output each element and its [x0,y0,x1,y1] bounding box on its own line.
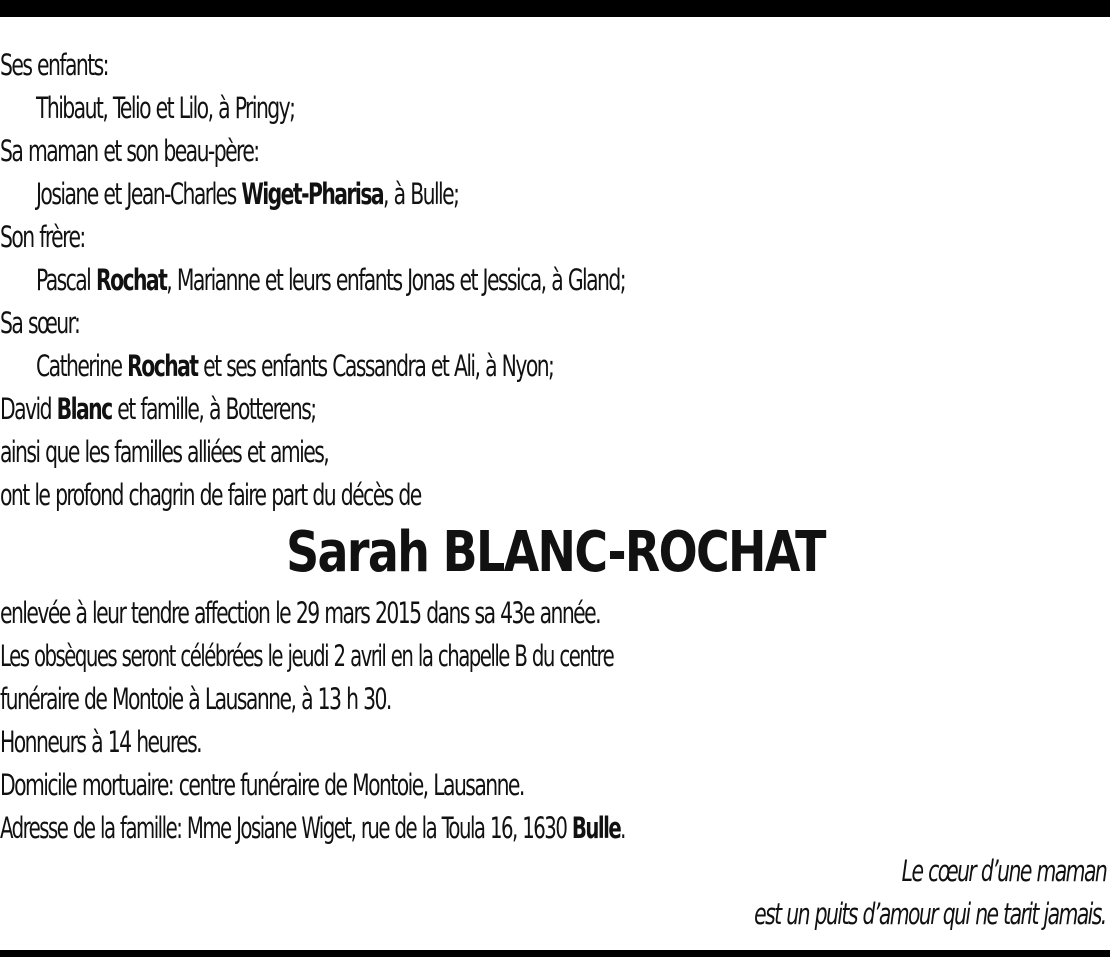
address-end: . [620,811,625,845]
details-line-3 [0,678,501,720]
david-surname: Blanc [56,392,112,426]
brother-label-text: Son frère: [0,220,85,254]
family-address [0,807,828,849]
mother-label-text: Sa maman et son beau-père: [0,134,259,168]
children-names-text: Thibaut, Telio et Lilo, à Pringy; [36,91,295,125]
quote-line-2 [655,893,1106,935]
sister-names [36,345,699,387]
brother-surname: Rochat [95,263,167,297]
david-suffix: et famille, à Botterens; [111,392,316,426]
top-rule [0,0,1110,17]
quote-line-1 [844,850,1106,892]
mother-names [36,173,578,215]
children-names [36,87,367,129]
children-label-text: Ses enfants: [0,48,108,82]
deceased-name [0,518,1110,588]
sister-suffix: et ses enfants Cassandra et Ali, à Nyon; [197,349,554,383]
quote-line-2-text: est un puits d’amour qui ne tarit jamais. [754,897,1106,931]
mother-label [0,130,332,172]
sister-label-text: Sa sœur: [0,306,80,340]
address-prefix: Adresse de la famille: Mme Josiane Wiget, rue de la Toula 16, 1630 [0,811,572,845]
mother-suffix: , à Bulle; [383,177,459,211]
address-city: Bulle [571,811,621,845]
bottom-rule [0,950,1110,957]
david-first: David [0,392,57,426]
details-line-5 [0,764,672,806]
sister-first: Catherine [36,349,128,383]
details-line-2 [0,635,812,677]
details-line-2-text: Les obsèques seront célébrées le jeudi 2 avril en la chapelle B du centre [0,639,614,673]
announcement-text: ont le profond chagrin de faire part du décès de [0,478,421,512]
mother-surname: Wiget-Pharisa [241,177,384,211]
details-line-3-text: funéraire de Montoie à Lausanne, à 13 h 30. [0,682,391,716]
quote-line-1-text: Le cœur d’une maman [901,854,1106,888]
details-line-5-text: Domicile mortuaire: centre funéraire de Montoie, Lausanne. [0,768,524,802]
sister-label [0,302,102,344]
details-line-4 [0,721,258,763]
brother-names [36,259,791,301]
children-label [0,44,138,86]
deceased-name-text: Sarah BLANC-ROCHAT [285,520,825,585]
david-line [0,388,405,430]
sister-surname: Rochat [127,349,198,383]
details-line-1-text: enlevée à leur tendre affection le 29 mars 2015 dans sa 43e année. [0,596,601,630]
mother-names-prefix: Josiane et Jean-Charles [36,177,242,211]
details-line-4-text: Honneurs à 14 heures. [0,725,202,759]
allies-text: ainsi que les familles alliées et amies, [0,435,329,469]
brother-label [0,216,109,258]
allies-line [0,431,421,473]
details-line-1 [0,592,769,634]
brother-first: Pascal [36,263,96,297]
announcement-line [0,474,539,516]
brother-suffix: , Marianne et leurs enfants Jonas et Jessica, à Gland; [166,263,626,297]
